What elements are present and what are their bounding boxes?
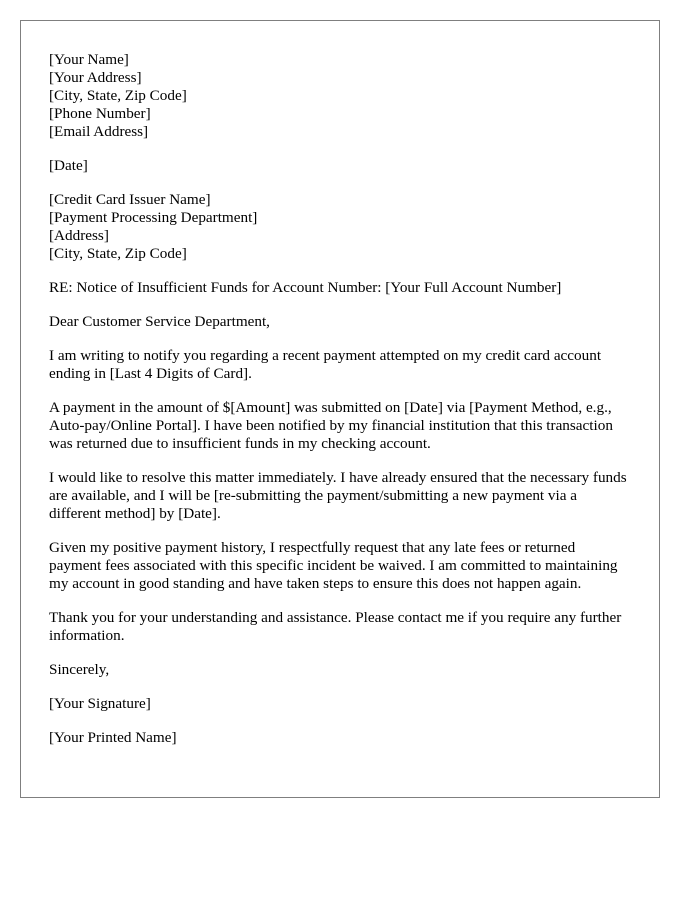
subject-line: RE: Notice of Insufficient Funds for Account Number: [Your Full Account Number] <box>49 279 562 296</box>
body-paragraph: Thank you for your understanding and assistance. Please contact me if you require any further information. <box>49 609 622 644</box>
signature-placeholder: [Your Signature] <box>49 695 151 712</box>
recipient-city-state-zip: [City, State, Zip Code] <box>49 245 187 262</box>
recipient-block <box>49 191 631 263</box>
sender-name: [Your Name] <box>49 51 129 68</box>
date-line: [Date] <box>49 157 88 174</box>
sender-phone: [Phone Number] <box>49 105 151 122</box>
body-paragraph: Given my positive payment history, I respectfully request that any late fees or returned payment fees associated with this specific incident be waived. I am committed to maintaining my account in good standing and have taken steps to ensure this does not happen again. <box>49 539 618 592</box>
printed-name: [Your Printed Name] <box>49 729 177 746</box>
body-paragraph: I would like to resolve this matter immediately. I have already ensured that the necessary funds are available, and I will be [re-submitting the payment/submitting a new payment via a different method] by [Date]. <box>49 469 627 522</box>
body-paragraph: I am writing to notify you regarding a recent payment attempted on my credit card account ending in [Last 4 Digits of Card]. <box>49 347 602 382</box>
sender-email: [Email Address] <box>49 123 149 140</box>
letter-page <box>20 20 660 798</box>
sender-block <box>49 51 631 141</box>
closing: Sincerely, <box>49 661 110 678</box>
sender-address: [Your Address] <box>49 69 142 86</box>
recipient-issuer-name: [Credit Card Issuer Name] <box>49 191 211 208</box>
recipient-department: [Payment Processing Department] <box>49 209 258 226</box>
recipient-address: [Address] <box>49 227 109 244</box>
sender-city-state-zip: [City, State, Zip Code] <box>49 87 187 104</box>
salutation: Dear Customer Service Department, <box>49 313 270 330</box>
body-paragraph: A payment in the amount of $[Amount] was submitted on [Date] via [Payment Method, e.g., Auto-pay/Online Portal]. I have been notified by my financial institution that this transaction was returned due to insufficient funds in my checking account. <box>49 399 613 452</box>
